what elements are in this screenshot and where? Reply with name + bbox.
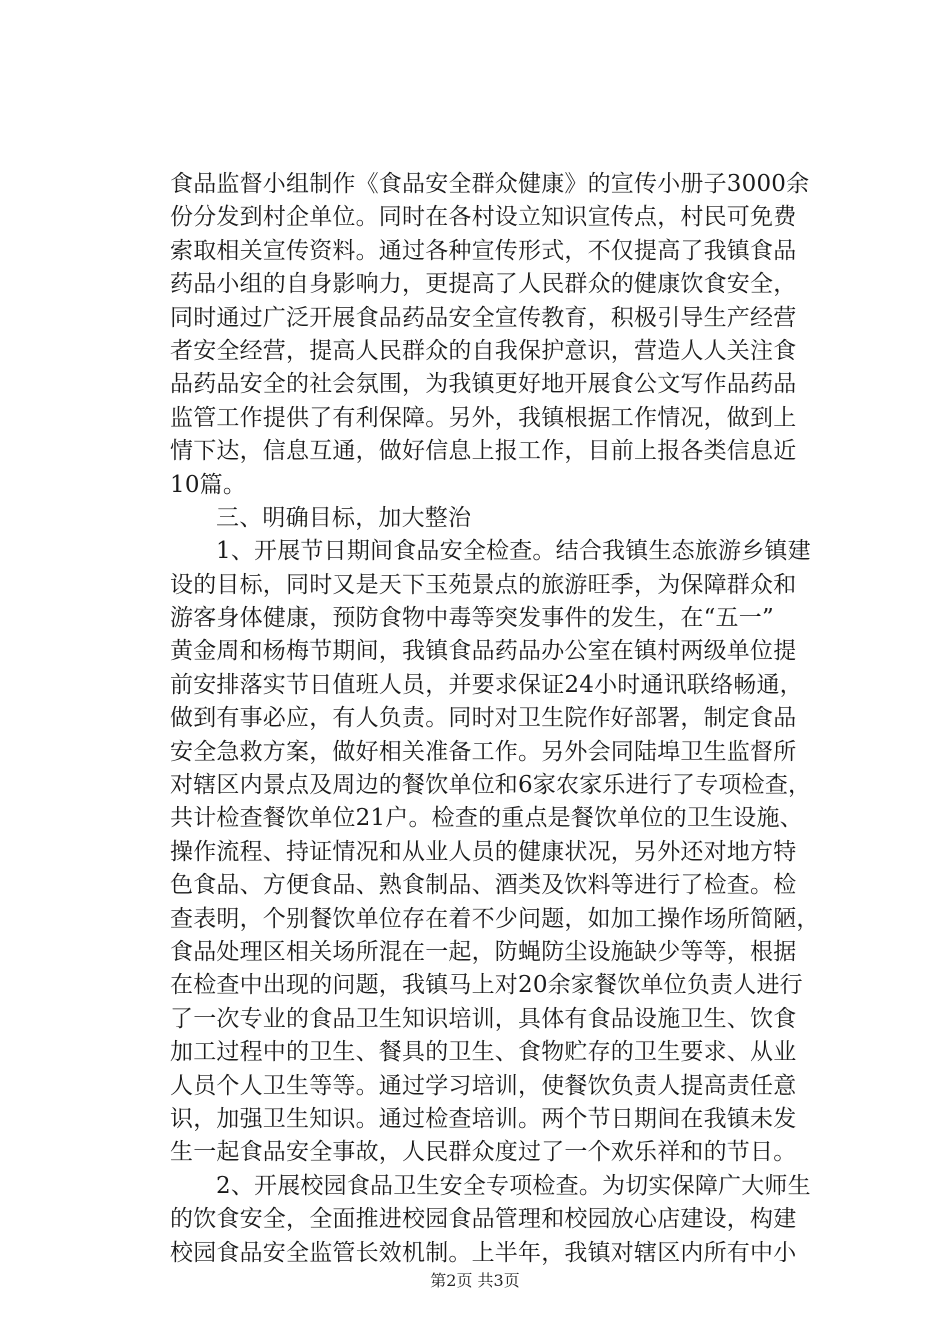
document-body: [170, 168, 832, 1270]
text-line: 药品小组的自身影响力，更提高了人民群众的健康饮食安全，: [170, 271, 797, 298]
text-line: 生一起食品安全事故，人民群众度过了一个欢乐祥和的节日。: [170, 1139, 797, 1166]
text-line: 做到有事必应，有人负责。同时对卫生院作好部署，制定食品: [170, 705, 797, 732]
text-line: 黄金周和杨梅节期间，我镇食品药品办公室在镇村两级单位提: [170, 638, 797, 665]
text-line: 色食品、方便食品、熟食制品、酒类及饮料等进行了检查。检: [170, 872, 797, 899]
page-number-footer: 第2页 共3页: [430, 1271, 520, 1290]
text-line: 安全急救方案，做好相关准备工作。另外会同陆埠卫生监督所: [170, 738, 797, 765]
paragraph-start: 1、开展节日期间食品安全检查。结合我镇生态旅游乡镇建: [216, 538, 811, 565]
text-line: 同时通过广泛开展食品药品安全宣传教育，积极引导生产经营: [170, 304, 797, 331]
text-line: 操作流程、持证情况和从业人员的健康状况，另外还对地方特: [170, 838, 797, 865]
text-line: 在检查中出现的问题，我镇马上对20余家餐饮单位负责人进行: [170, 972, 803, 999]
text-line: 的饮食安全，全面推进校园食品管理和校园放心店建设，构建: [170, 1206, 797, 1233]
text-line: 情下达，信息互通，做好信息上报工作，目前上报各类信息近: [170, 438, 797, 465]
section-heading: 三、明确目标，加大整治: [216, 504, 472, 531]
text-line: 识，加强卫生知识。通过检查培训。两个节日期间在我镇未发: [170, 1105, 797, 1132]
text-line: 前安排落实节日值班人员，并要求保证24小时通讯联络畅通，: [170, 671, 803, 698]
text-line: 索取相关宣传资料。通过各种宣传形式，不仅提高了我镇食品: [170, 237, 797, 264]
text-line: 了一次专业的食品卫生知识培训，具体有食品设施卫生、饮食: [170, 1005, 797, 1032]
text-line: 共计检查餐饮单位21户。检查的重点是餐饮单位的卫生设施、: [170, 805, 803, 832]
text-line: 品药品安全的社会氛围，为我镇更好地开展食公文写作品药品: [170, 371, 797, 398]
text-line: 10篇。: [170, 471, 247, 498]
text-line: 人员个人卫生等等。通过学习培训，使餐饮负责人提高责任意: [170, 1072, 797, 1099]
text-line: 监管工作提供了有利保障。另外，我镇根据工作情况，做到上: [170, 404, 797, 431]
text-line: 者安全经营，提高人民群众的自我保护意识，营造人人关注食: [170, 337, 797, 364]
text-line: 加工过程中的卫生、餐具的卫生、食物贮存的卫生要求、从业: [170, 1039, 797, 1066]
text-line: 查表明，个别餐饮单位存在着不少问题，如加工操作场所简陋，: [170, 905, 820, 932]
text-line: 食品处理区相关场所混在一起，防蝇防尘设施缺少等等，根据: [170, 938, 797, 965]
paragraph-start: 2、开展校园食品卫生安全专项检查。为切实保障广大师生: [216, 1172, 811, 1199]
text-line: 游客身体健康，预防食物中毒等突发事件的发生，在“五一”: [170, 605, 774, 632]
text-line: 设的目标，同时又是天下玉苑景点的旅游旺季，为保障群众和: [170, 571, 797, 598]
text-line: 份分发到村企单位。同时在各村设立知识宣传点，村民可免费: [170, 204, 797, 231]
text-line: 对辖区内景点及周边的餐饮单位和6家农家乐进行了专项检查，: [170, 772, 812, 799]
text-line: 食品监督小组制作《食品安全群众健康》的宣传小册子3000余: [170, 171, 810, 197]
text-line: 校园食品安全监管长效机制。上半年，我镇对辖区内所有中小: [170, 1239, 797, 1266]
